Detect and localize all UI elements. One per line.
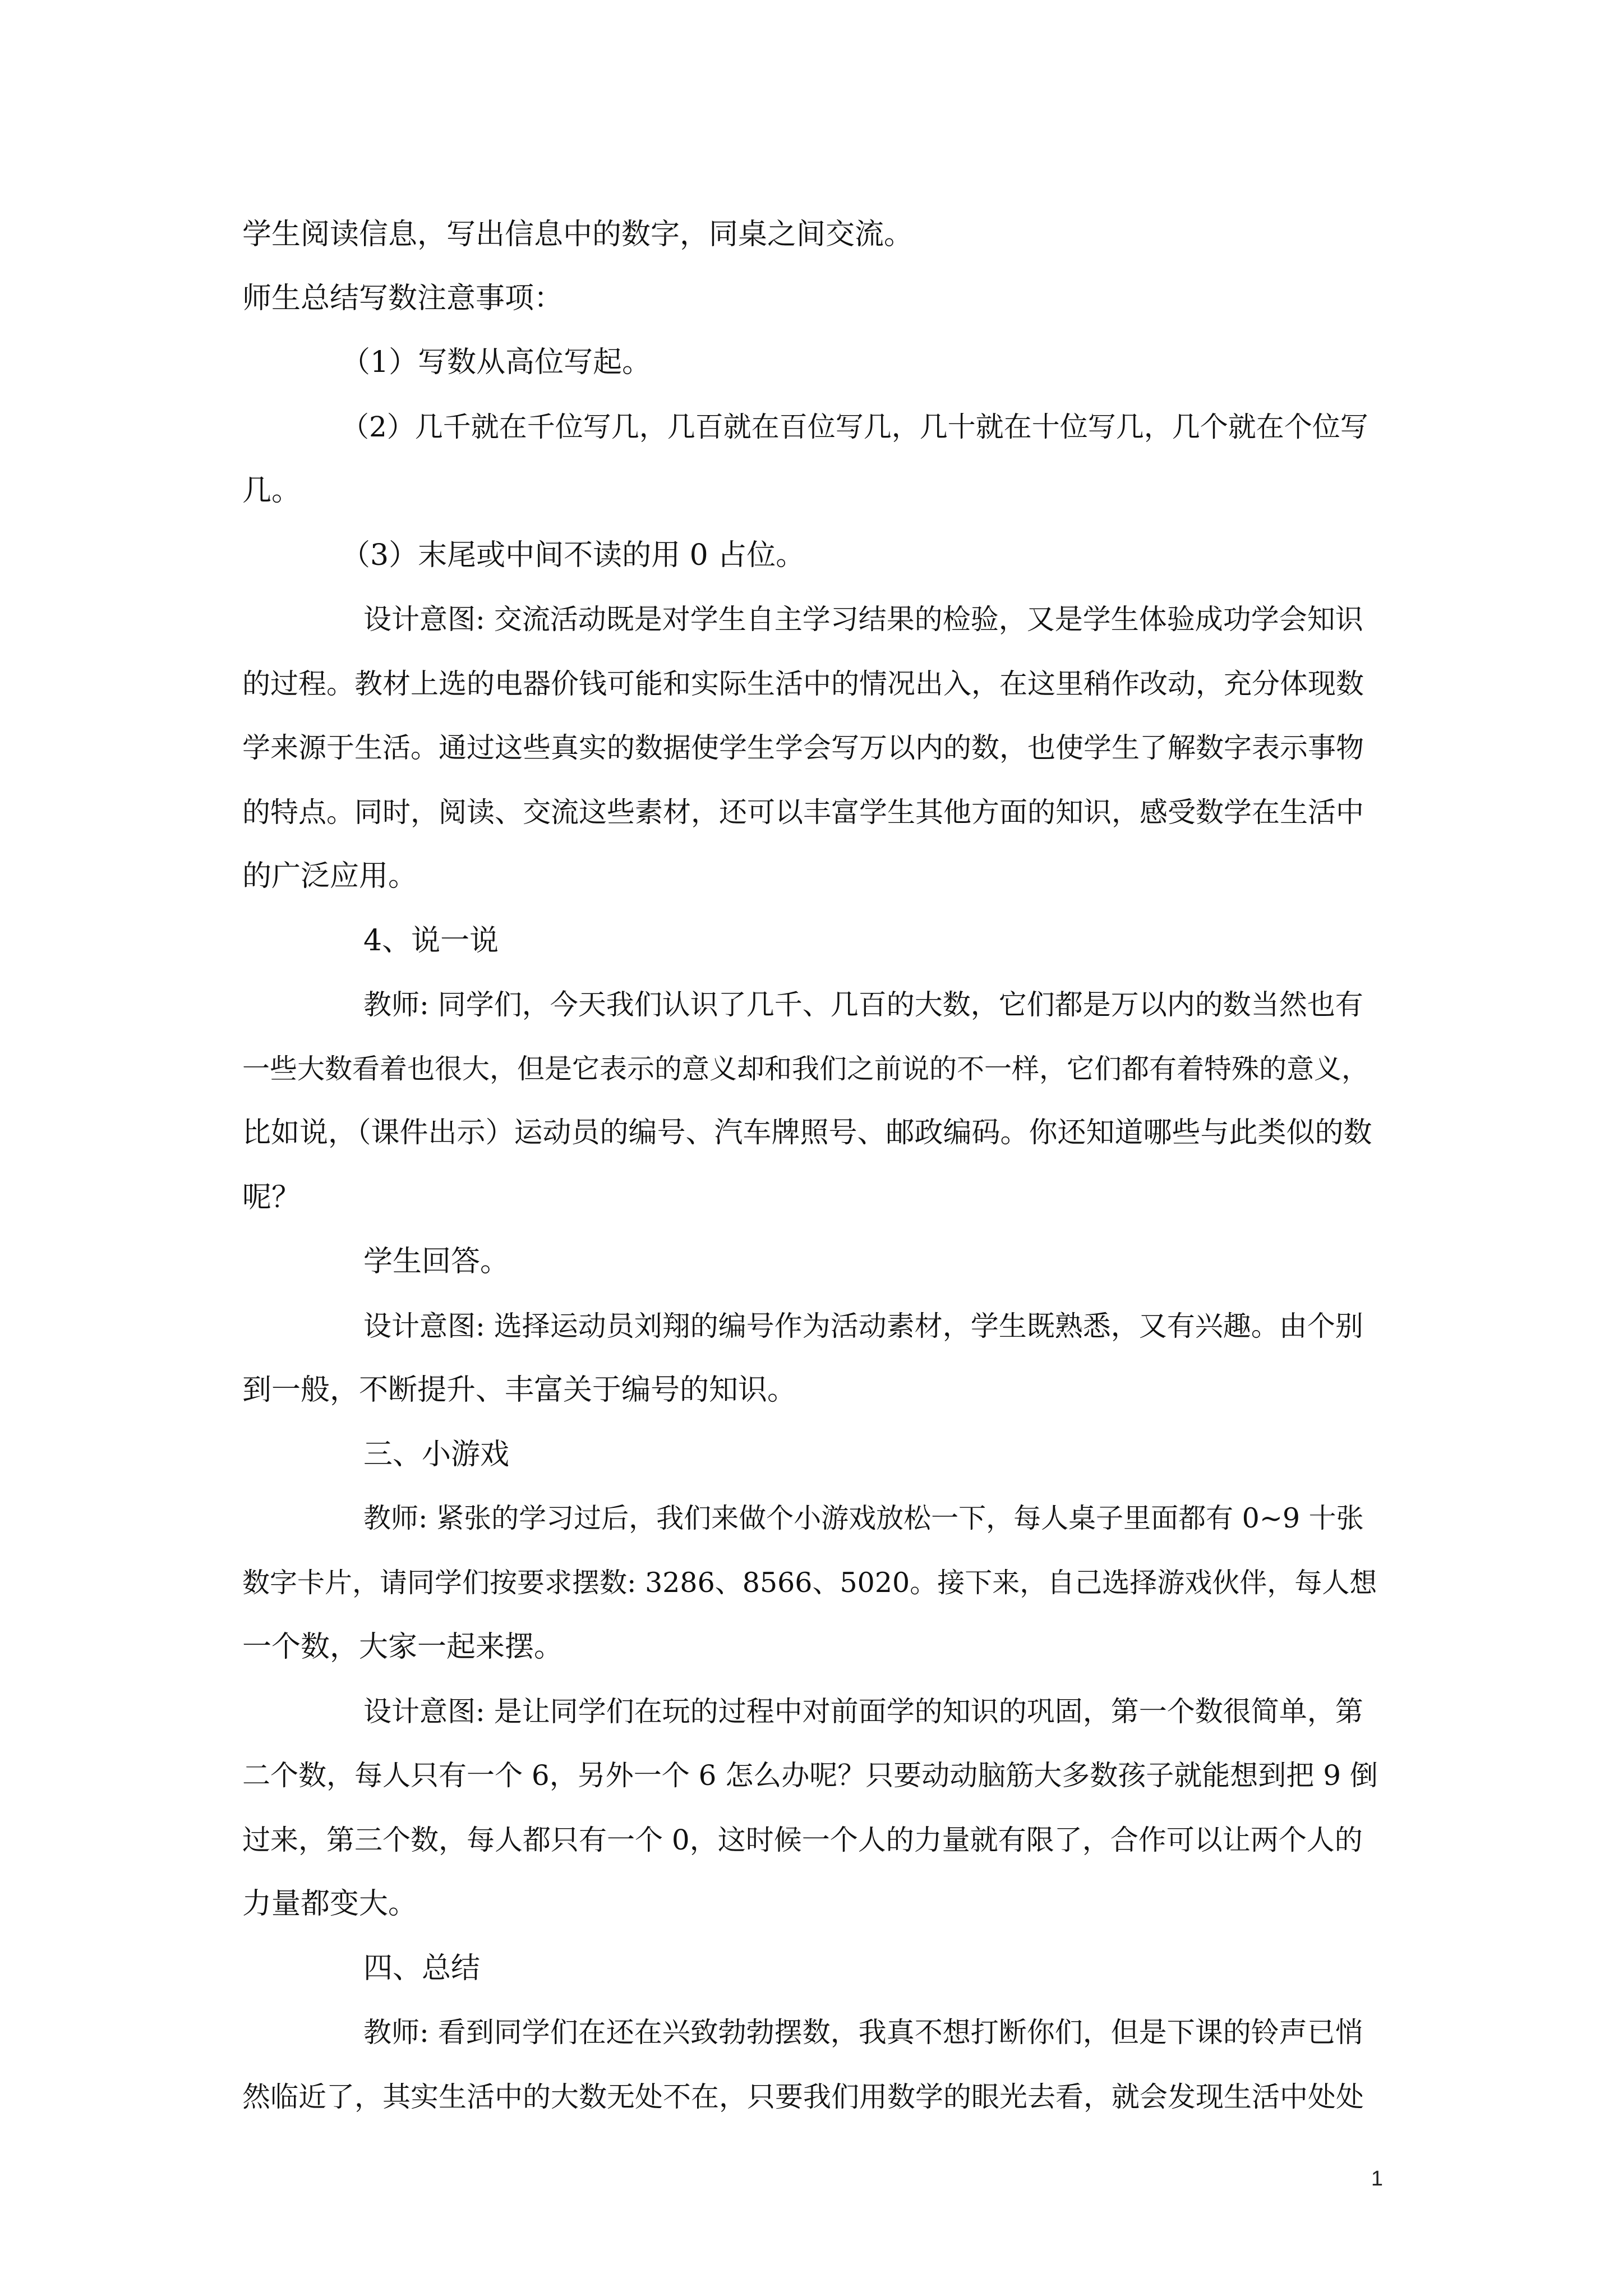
text-line: 的特点。同时，阅读、交流这些素材，还可以丰富学生其他方面的知识，感受数学在生活中 xyxy=(242,796,1364,829)
text-line: 一些大数看着也很大，但是它表示的意义却和我们之前说的不一样，它们都有着特殊的意义， xyxy=(242,1053,1370,1085)
text-line: 过来，第三个数，每人都只有一个 0，这时候一个人的力量就有限了，合作可以让两个人的 xyxy=(242,1824,1363,1856)
text-line: 教师: 看到同学们在还在兴致勃勃摆数，我真不想打断你们，但是下课的铃声已悄 xyxy=(363,2016,1363,2049)
text-line: 的过程。教材上选的电器价钱可能和实际生活中的情况出入，在这里稍作改动，充分体现数 xyxy=(242,668,1364,700)
text-line: 设计意图: 是让同学们在玩的过程中对前面学的知识的巩固，第一个数很简单，第 xyxy=(363,1695,1363,1728)
text-line: 学生阅读信息，写出信息中的数字，同桌之间交流。 xyxy=(242,218,914,251)
text-line: 四、总结 xyxy=(363,1952,481,1985)
text-line: （2）几千就在千位写几，几百就在百位写几，几十就在十位写几，几个就在个位写 xyxy=(341,411,1368,443)
text-line: （1）写数从高位写起。 xyxy=(341,346,652,379)
text-line: 师生总结写数注意事项： xyxy=(242,282,564,315)
page-number: 1 xyxy=(1371,2167,1383,2191)
text-line: 然临近了，其实生活中的大数无处不在，只要我们用数学的眼光去看，就会发现生活中处处 xyxy=(242,2081,1364,2113)
text-line: 数字卡片，请同学们按要求摆数: 3286、8566、5020。接下来，自己选择游戏伙伴，每人想 xyxy=(242,1567,1377,1599)
text-line: 一个数，大家一起来摆。 xyxy=(242,1630,564,1664)
text-line: 三、小游戏 xyxy=(363,1438,510,1471)
text-line: 学来源于生活。通过这些真实的数据使学生学会写万以内的数，也使学生了解数字表示事物 xyxy=(242,731,1364,764)
text-line: 几。 xyxy=(242,474,301,508)
text-line: 呢？ xyxy=(242,1181,301,1214)
text-line: 比如说，（课件出示）运动员的编号、汽车牌照号、邮政编码。你还知道哪些与此类似的数 xyxy=(242,1116,1372,1149)
text-line: 教师: 同学们，今天我们认识了几千、几百的大数，它们都是万以内的数当然也有 xyxy=(363,988,1363,1021)
text-line: （3）末尾或中间不读的用 0 占位。 xyxy=(341,539,805,572)
text-line: 教师: 紧张的学习过后，我们来做个小游戏放松一下，每人桌子里面都有 0~9 十张 xyxy=(363,1502,1364,1534)
text-line: 4、说一说 xyxy=(363,924,499,958)
text-line: 二个数，每人只有一个 6，另外一个 6 怎么办呢？只要动动脑筋大多数孩子就能想到把 9 倒 xyxy=(242,1759,1378,1792)
text-line: 的广泛应用。 xyxy=(242,859,418,893)
text-line: 到一般，不断提升、丰富关于编号的知识。 xyxy=(242,1373,797,1407)
text-line: 学生回答。 xyxy=(363,1245,510,1278)
text-line: 设计意图: 选择运动员刘翔的编号作为活动素材，学生既熟悉，又有兴趣。由个别 xyxy=(363,1310,1363,1342)
text-line: 力量都变大。 xyxy=(242,1887,418,1921)
text-line: 设计意图: 交流活动既是对学生自主学习结果的检验，又是学生体验成功学会知识 xyxy=(363,603,1363,636)
